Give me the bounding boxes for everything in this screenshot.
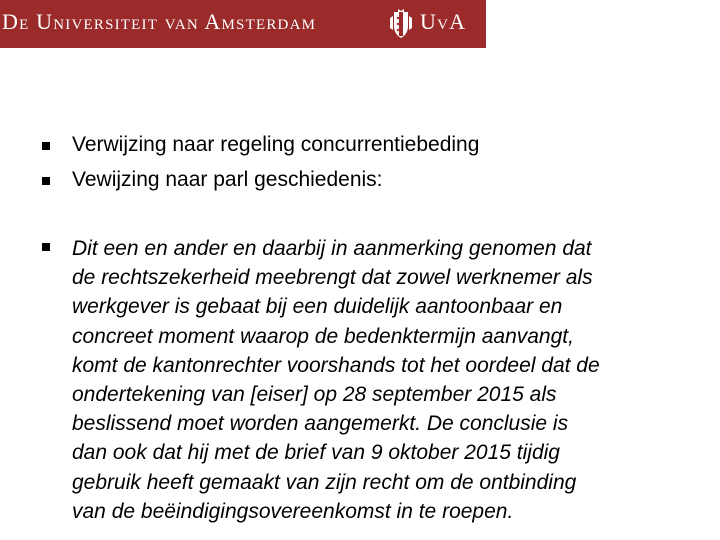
- paragraph-line: werkgever is gebaat bij een duidelijk aantoonbaar en: [72, 295, 563, 319]
- quoted-paragraph: [72, 234, 692, 526]
- university-abbreviation: UvA: [420, 9, 467, 34]
- paragraph-line: beslissend moet worden aangemerkt. De conclusie is: [72, 412, 569, 436]
- paragraph-line: concreet moment waarop de bedenktermijn aanvangt,: [72, 324, 574, 348]
- bullet-item-parl-geschiedenis: Vewijzing naar parl geschiedenis:: [72, 168, 383, 191]
- paragraph-line: dan ook dat hij met de brief van 9 oktober 2015 tijdig: [72, 441, 560, 465]
- university-name: De Universiteit van Amsterdam: [2, 9, 317, 34]
- paragraph-line: komt de kantonrechter voorshands tot het oordeel dat de: [72, 353, 600, 377]
- bullet-marker: [42, 243, 50, 251]
- bullet-marker: [42, 177, 50, 185]
- bullet-marker: [42, 142, 50, 150]
- paragraph-line: ondertekening van [eiser] op 28 september 2015 als: [72, 383, 557, 407]
- paragraph-line: de rechtszekerheid meebrengt dat zowel werknemer als: [72, 266, 593, 290]
- header-bar: [0, 0, 486, 48]
- bullet-item-regeling: Verwijzing naar regeling concurrentiebeding: [72, 133, 480, 156]
- paragraph-line: van de beëindigingsovereenkomst in te roepen.: [72, 499, 514, 523]
- city-crest-icon: [388, 8, 414, 40]
- paragraph-line: gebruik heeft gemaakt van zijn recht om de ontbinding: [72, 470, 577, 494]
- paragraph-line: Dit een en ander en daarbij in aanmerking genomen dat: [72, 237, 592, 260]
